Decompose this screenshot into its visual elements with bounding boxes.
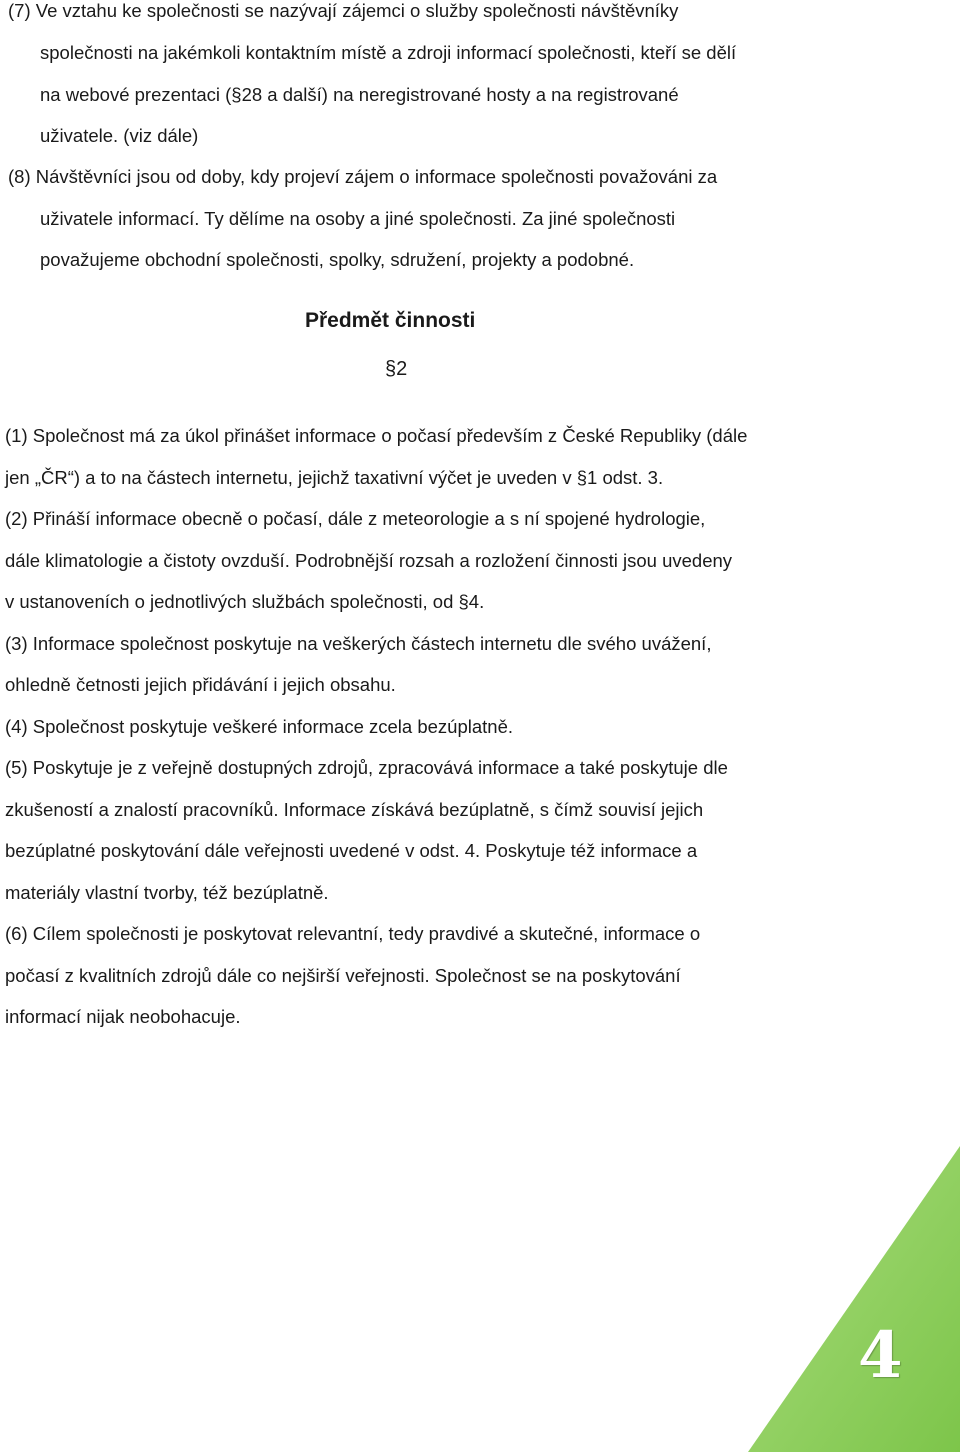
paragraph-7-line-1: (7) Ve vztahu ke společnosti se nazývají zájemci o služby společnosti návštěvníky	[8, 0, 679, 21]
section-2-line-6: (3) Informace společnost poskytuje na veškerých částech internetu dle svého uvážení,	[5, 633, 712, 654]
paragraph-8-line-2: uživatele informací. Ty dělíme na osoby a jiné společnosti. Za jiné společnosti	[40, 208, 676, 229]
section-2-line-13: (6) Cílem společnosti je poskytovat relevantní, tedy pravdivé a skutečné, informace o	[5, 923, 701, 944]
section-2-line-15: informací nijak neobohacuje.	[5, 1006, 241, 1027]
paragraph-7-line-4: uživatele. (viz dále)	[40, 125, 199, 146]
section-2-line-1: (1) Společnost má za úkol přinášet informace o počasí především z České Republiky (dále	[5, 425, 748, 446]
paragraph-7-line-2: společnosti na jakémkoli kontaktním místě a zdroji informací společnosti, kteří se dělí	[40, 42, 737, 63]
page-corner-triangle	[748, 1146, 960, 1452]
paragraph-7-line-3: na webové prezentaci (§28 a další) na neregistrované hosty a na registrované	[40, 84, 679, 105]
section-heading: Předmět činnosti	[305, 309, 476, 332]
section-2-line-8: (4) Společnost poskytuje veškeré informace zcela bezúplatně.	[5, 716, 513, 737]
section-2-line-7: ohledně četnosti jejich přidávání i jejich obsahu.	[5, 674, 396, 695]
section-2-line-12: materiály vlastní tvorby, též bezúplatně.	[5, 882, 329, 903]
section-mark: §2	[385, 358, 408, 380]
section-2-line-4: dále klimatologie a čistoty ovzduší. Podrobnější rozsah a rozložení činnosti jsou uvedeny	[5, 550, 733, 571]
section-2-line-10: zkušeností a znalostí pracovníků. Informace získává bezúplatně, s čímž souvisí jejich	[5, 799, 704, 820]
section-2-line-3: (2) Přináší informace obecně o počasí, dále z meteorologie a s ní spojené hydrologie,	[5, 508, 706, 529]
section-2-line-5: v ustanoveních o jednotlivých službách společnosti, od §4.	[5, 591, 485, 612]
paragraph-8-line-3: považujeme obchodní společnosti, spolky, sdružení, projekty a podobné.	[40, 249, 635, 270]
paragraph-8-line-1: (8) Návštěvníci jsou od doby, kdy projeví zájem o informace společnosti považováni za	[8, 166, 718, 187]
section-2-line-11: bezúplatné poskytování dále veřejnosti uvedené v odst. 4. Poskytuje též informace a	[5, 840, 698, 861]
section-2-line-2: jen „ČR“) a to na částech internetu, jejichž taxativní výčet je uveden v §1 odst. 3.	[5, 467, 664, 488]
section-2-line-9: (5) Poskytuje je z veřejně dostupných zdrojů, zpracovává informace a také poskytuje dle	[5, 757, 728, 778]
section-2-line-14: počasí z kvalitních zdrojů dále co nejširší veřejnosti. Společnost se na poskytování	[5, 965, 681, 986]
page-number: 4	[858, 1318, 903, 1393]
